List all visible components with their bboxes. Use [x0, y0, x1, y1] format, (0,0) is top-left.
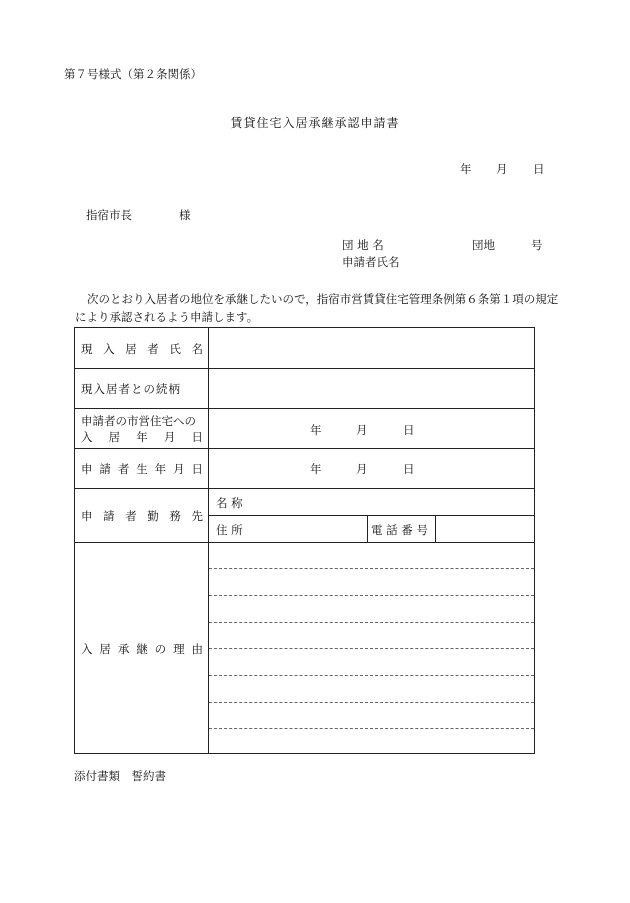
danchi-name-field[interactable]: 団地	[472, 238, 495, 252]
addressee-suffix: 様	[179, 208, 191, 222]
form-number: 第７号様式（第２条関係）	[64, 67, 202, 81]
date-month-label: 月	[496, 162, 508, 176]
move-in-date-label-line2: 入 居 年 月 日	[81, 430, 203, 444]
succession-reason-label: 入 居 承 継 の 理 由	[81, 642, 203, 656]
current-resident-name-field[interactable]	[209, 329, 535, 367]
relationship-label: 現入居者との続柄	[81, 382, 181, 396]
birth-year-label: 年	[310, 462, 322, 476]
addressee-name: 指宿市長	[86, 208, 132, 222]
relationship-field[interactable]	[209, 369, 535, 407]
move-in-date-label-line1: 申請者の市営住宅への	[81, 414, 196, 428]
workplace-address-label: 住 所	[216, 523, 243, 537]
application-form-table	[74, 327, 535, 754]
move-in-year-label: 年	[310, 423, 322, 437]
danchi-name-label: 団 地 名	[342, 238, 384, 252]
move-in-month-label: 月	[356, 423, 368, 437]
workplace-phone-field[interactable]	[436, 516, 535, 541]
date-year-label: 年	[460, 162, 472, 176]
attachments-note: 添付書類 誓約書	[74, 769, 166, 783]
succession-reason-field[interactable]	[209, 543, 535, 753]
current-resident-name-label: 現 入 居 者 氏 名	[81, 342, 203, 356]
workplace-phone-label: 電 話 番 号	[371, 523, 428, 537]
birth-day-label: 日	[403, 462, 415, 476]
request-statement: 次のとおり入居者の地位を承継したいので，指宿市営賃貸住宅管理条例第６条第１項の規定により承認されるよう申請します。	[75, 292, 559, 324]
birth-month-label: 月	[356, 462, 368, 476]
move-in-day-label: 日	[403, 423, 415, 437]
birth-date-label: 申 請 者 生 年 月 日	[81, 462, 203, 476]
room-number-label: 号	[531, 238, 543, 252]
applicant-name-label: 申請者氏名	[342, 255, 400, 269]
workplace-name-label: 名 称	[216, 496, 243, 510]
date-day-label: 日	[533, 162, 545, 176]
workplace-label: 申 請 者 勤 務 先	[81, 509, 203, 523]
document-title: 賃貸住宅入居承継承認申請書	[230, 116, 400, 130]
